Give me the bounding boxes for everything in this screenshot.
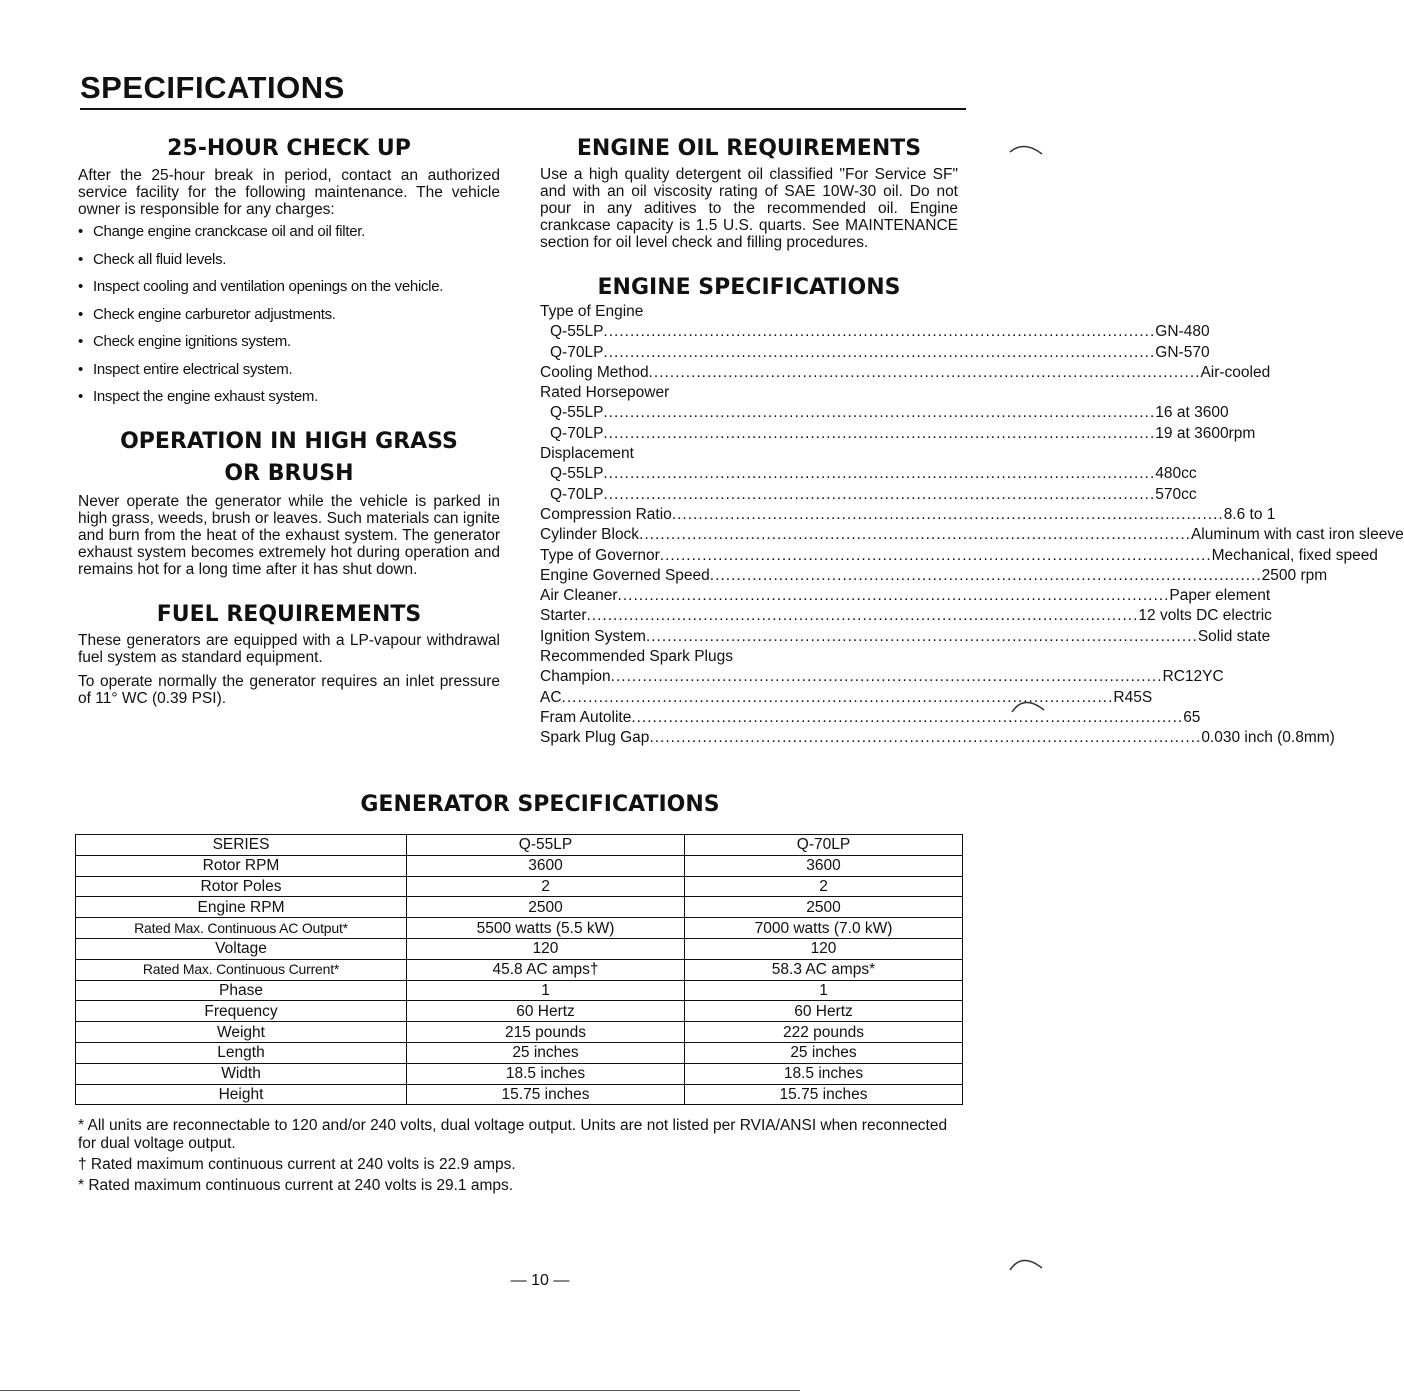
spec-group-label: Recommended Spark Plugs [540, 648, 733, 666]
fuel-text-1: These generators are equipped with a LP-vapour withdrawal fuel system as standard equipment. [78, 631, 500, 666]
spec-row: Q-70LP ........................................................................................................ GN-570 [550, 343, 1210, 361]
spec-row: Q-55LP ........................................................................................................ 16 at 3600 [550, 404, 1229, 422]
footnote: * Rated maximum continuous current at 240 volts is 29.1 amps. [78, 1177, 514, 1194]
generator-specs-table [75, 834, 963, 1105]
spec-group-label: Type of Engine [540, 303, 644, 320]
table-row: Weight 215 pounds 222 pounds [76, 1022, 963, 1043]
right-column [540, 136, 1404, 749]
checkup-heading: 25-HOUR CHECK UP [167, 136, 411, 161]
engine-spec-list [540, 302, 1404, 749]
binder-mark-icon [1010, 690, 1050, 720]
generator-specs-heading: GENERATOR SPECIFICATIONS [360, 792, 720, 817]
table-row: Length 25 inches 25 inches [76, 1042, 963, 1063]
list-item: • Inspect the engine exhaust system. [78, 388, 318, 405]
title-rule [80, 108, 966, 110]
fuel-text-2: To operate normally the generator requires an inlet pressure of 11° WC (0.39 PSI). [78, 672, 500, 707]
list-item: • Inspect cooling and ventilation openings on the vehicle. [78, 278, 444, 295]
list-item: • Change engine cranckcase oil and oil filter. [78, 223, 365, 240]
checkup-intro: After the 25-hour break in period, contact an authorized service facility for the following maintenance. The vehicle owner is responsible for any charges: [78, 167, 500, 218]
spec-row: Cylinder Block ........................................................................................................ Aluminum with cast iron sleeve [540, 526, 1404, 544]
table-row: Phase 1 1 [76, 980, 963, 1001]
spec-row: Champion ........................................................................................................ RC12YC [540, 668, 1224, 686]
spec-group-label: Displacement [540, 445, 634, 463]
table-row: Frequency 60 Hertz 60 Hertz [76, 1001, 963, 1022]
spec-row: Starter ........................................................................................................ 12 volts DC electric [540, 607, 1272, 625]
left-column [78, 136, 500, 707]
binder-mark-icon [1008, 138, 1048, 162]
spec-row: Q-70LP ........................................................................................................ 570cc [550, 485, 1197, 503]
spec-row: Ignition System ........................................................................................................ Solid state [540, 627, 1271, 645]
table-row: Rated Max. Continuous AC Output* 5500 watts (5.5 kW) 7000 watts (7.0 kW) [76, 918, 963, 939]
engine-oil-heading: ENGINE OIL REQUIREMENTS [576, 136, 922, 161]
spec-row: Cooling Method ........................................................................................................ Air-cooled [540, 363, 1271, 381]
page-title: SPECIFICATIONS [80, 70, 345, 105]
list-item: • Check engine ignitions system. [78, 333, 291, 350]
table-row: Width 18.5 inches 18.5 inches [76, 1063, 963, 1084]
list-item: • Check engine carburetor adjustments. [78, 305, 336, 323]
spec-row: Air Cleaner ........................................................................................................ Paper element [540, 587, 1271, 605]
list-item: • Inspect entire electrical system. [78, 360, 293, 378]
page-number: — 10 — [510, 1272, 570, 1289]
high-grass-heading-line1: OPERATION IN HIGH GRASS [120, 428, 458, 454]
footnote: * All units are reconnectable to 120 and/or 240 volts, dual voltage output. Units are not listed per RVIA/ANSI when reconnected for dual voltage output. [78, 1117, 948, 1152]
spec-row: Compression Ratio ........................................................................................................ 8.6 to 1 [540, 505, 1276, 523]
bottom-rule [0, 1390, 800, 1391]
table-row: Rotor RPM 3600 3600 [76, 855, 963, 876]
spec-row: Q-70LP ........................................................................................................ 19 at 3600rpm [550, 424, 1256, 442]
spec-row: Fram Autolite ........................................................................................................ 65 [540, 708, 1201, 726]
footnote: † Rated maximum continuous current at 240 volts is 22.9 amps. [78, 1156, 516, 1173]
checkup-list [78, 224, 500, 405]
spec-row: AC ........................................................................................................ R45S [540, 688, 1153, 706]
engine-specs-heading: ENGINE SPECIFICATIONS [597, 275, 901, 300]
table-row: Rated Max. Continuous Current* 45.8 AC amps† 58.3 AC amps* [76, 959, 963, 980]
fuel-heading: FUEL REQUIREMENTS [156, 601, 422, 627]
spec-row: Engine Governed Speed ........................................................................................................ 2500 rpm [540, 566, 1328, 584]
table-row: SERIES Q-55LP Q-70LP [76, 835, 963, 856]
table-row: Height 15.75 inches 15.75 inches [76, 1084, 963, 1105]
spec-row: Q-55LP ........................................................................................................ GN-480 [550, 323, 1210, 341]
spec-group-label: Rated Horsepower [540, 384, 670, 402]
table-row: Engine RPM 2500 2500 [76, 897, 963, 918]
spec-row: Q-55LP ........................................................................................................ 480cc [550, 465, 1197, 483]
spec-row: Spark Plug Gap ........................................................................................................ 0.030 inch (0.8mm) [540, 729, 1335, 747]
binder-mark-icon [1008, 1248, 1048, 1278]
high-grass-text: Never operate the generator while the vehicle is parked in high grass, weeds, brush or leaves. Such materials can ignite and burn from the heat of the exhaust system. The generator exhaust system becomes extremely hot during operation and remains hot for a long time after it has shut down. [78, 492, 500, 578]
spec-row: Type of Governor ........................................................................................................ Mechanical, fixed speed [540, 546, 1378, 564]
table-row: Voltage 120 120 [76, 938, 963, 959]
list-item: • Check all fluid levels. [78, 250, 227, 268]
footnotes [78, 1117, 968, 1198]
table-row: Rotor Poles 2 2 [76, 876, 963, 897]
high-grass-heading-line2: OR BRUSH [224, 460, 354, 486]
engine-oil-text: Use a high quality detergent oil classified "For Service SF" and with an oil viscosity rating of SAE 10W-30 oil. Do not pour in any aditives to the recommended oil. Engine crankcase capacity is 1.5 U.S. quarts. See MAINTENANCE section for oil level check and filling procedures. [540, 166, 958, 251]
